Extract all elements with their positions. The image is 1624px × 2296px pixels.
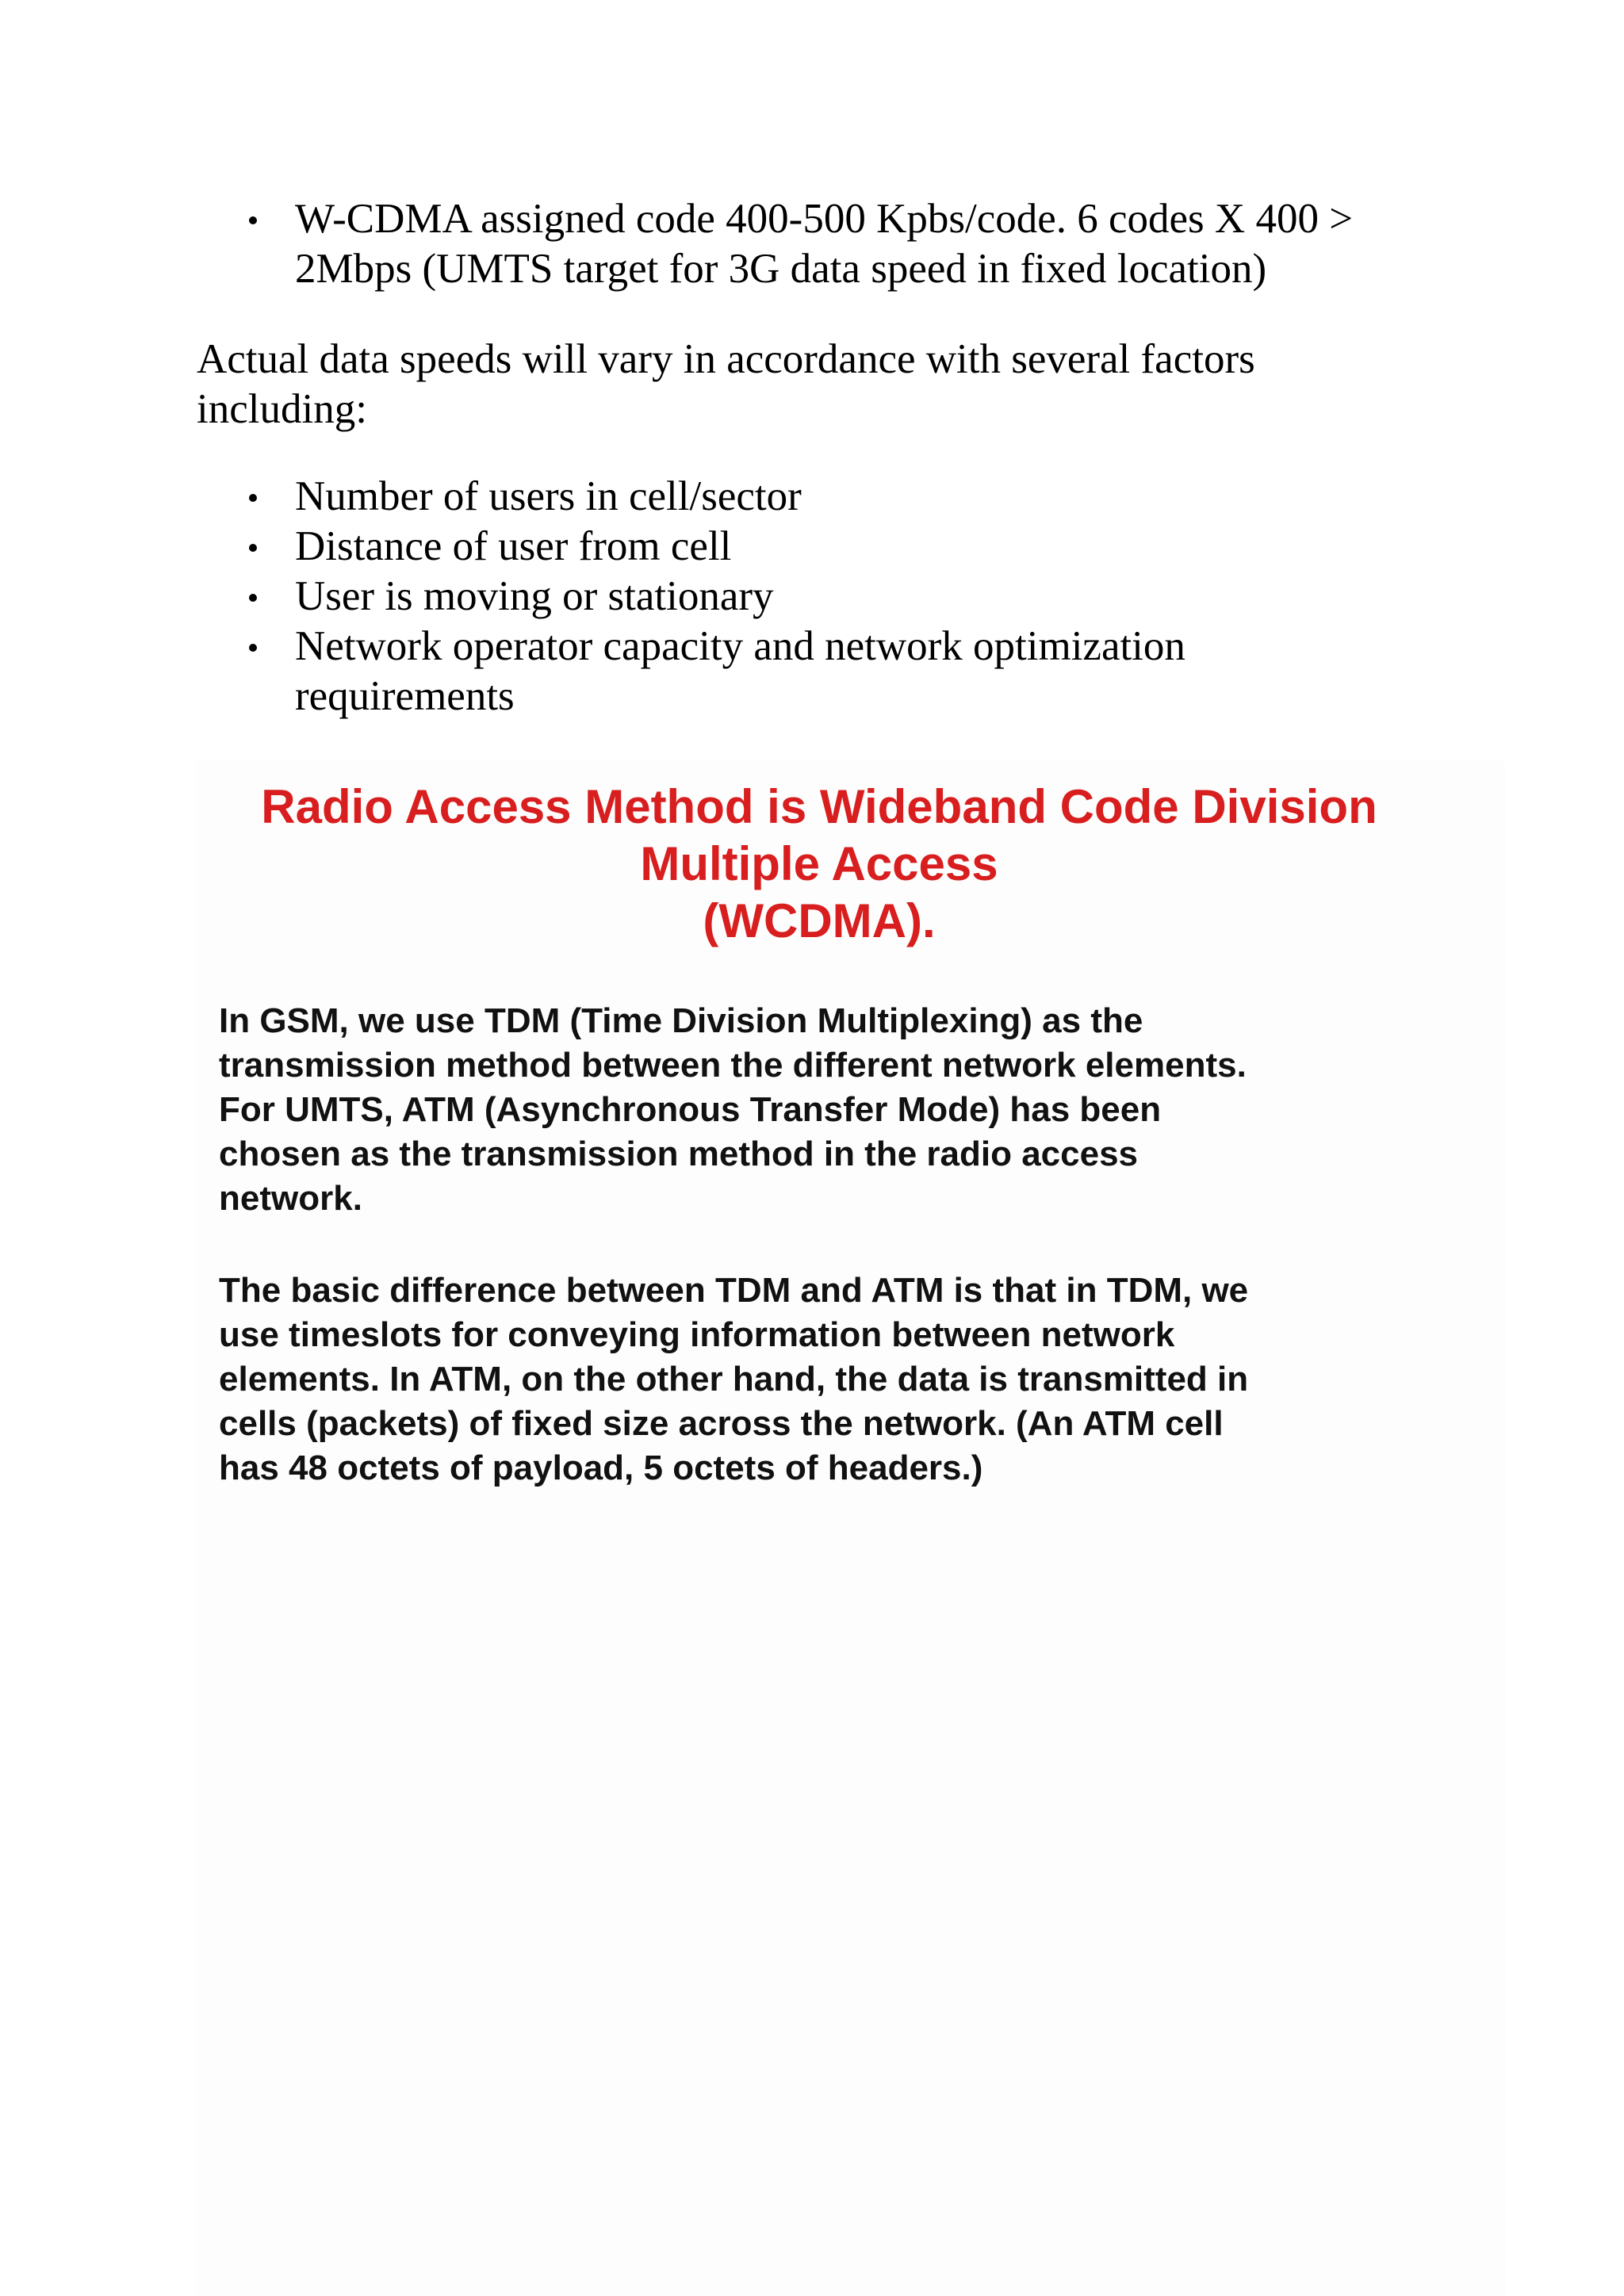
bullet-list-wcdma — [238, 194, 1353, 294]
slide-paragraph-gsm-umts — [219, 999, 1247, 1221]
slide-paragraph-line: has 48 octets of payload, 5 octets of headers.) — [219, 1448, 983, 1487]
list-item — [238, 194, 1353, 294]
bullet-icon — [249, 544, 257, 552]
slide-paragraph-line: transmission method between the different network elements. — [219, 1046, 1247, 1085]
paragraph-line: including: — [197, 386, 367, 432]
list-item — [238, 522, 1185, 572]
list-item-line: 2Mbps (UMTS target for 3G data speed in fixed location) — [295, 246, 1267, 292]
slide-paragraph-line: The basic difference between TDM and ATM is that in TDM, we — [219, 1271, 1249, 1310]
list-item-line: Network operator capacity and network optimization — [295, 623, 1185, 669]
slide-paragraph-line: cells (packets) of fixed size across the network. (An ATM cell — [219, 1404, 1224, 1443]
list-item-line: W-CDMA assigned code 400-500 Kpbs/code. 6 codes X 400 > — [295, 196, 1354, 242]
list-item — [238, 622, 1185, 721]
slide-title-line: Radio Access Method is Wideband Code Division — [261, 780, 1377, 833]
slide-paragraph-line: network. — [219, 1179, 362, 1218]
list-item-line: Number of users in cell/sector — [295, 473, 802, 519]
slide-title-line: Multiple Access — [640, 837, 998, 890]
embedded-slide-image — [197, 761, 1505, 2296]
slide-paragraph-line: use timeslots for conveying information between network — [219, 1315, 1175, 1354]
bullet-list-factors — [238, 472, 1185, 721]
list-item-line: User is moving or stationary — [295, 573, 774, 619]
list-item-line: requirements — [295, 673, 515, 719]
slide-paragraph-line: chosen as the transmission method in the radio access — [219, 1135, 1139, 1173]
slide-paragraph-line: For UMTS, ATM (Asynchronous Transfer Mode) has been — [219, 1090, 1162, 1129]
paragraph-line: Actual data speeds will vary in accordance with several factors — [197, 336, 1255, 382]
slide-paragraph-line: In GSM, we use TDM (Time Division Multiplexing) as the — [219, 1001, 1143, 1040]
bullet-icon — [249, 644, 257, 652]
bullet-icon — [249, 494, 257, 502]
slide-title-line: (WCDMA). — [703, 894, 936, 947]
slide-paragraph-tdm-atm — [219, 1269, 1248, 1490]
factors-paragraph — [197, 335, 1255, 434]
list-item-line: Distance of user from cell — [295, 523, 732, 569]
list-item — [238, 472, 1185, 522]
list-item — [238, 572, 1185, 622]
slide-paragraph-line: elements. In ATM, on the other hand, the data is transmitted in — [219, 1360, 1249, 1399]
bullet-icon — [249, 594, 257, 602]
slide-title — [197, 779, 1442, 950]
bullet-icon — [249, 216, 257, 224]
